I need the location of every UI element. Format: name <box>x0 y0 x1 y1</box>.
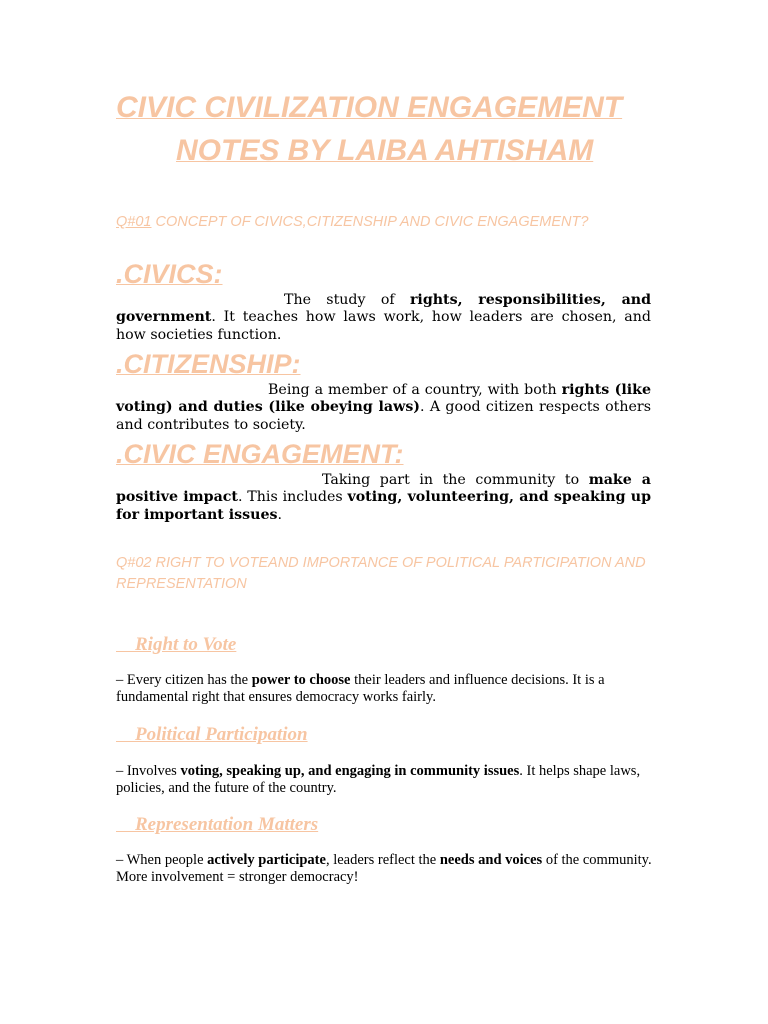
civics-text-1: The study of <box>284 292 410 308</box>
engagement-bold-2: voting, volunteering, and speaking up for important issues <box>116 489 651 523</box>
civics-text-2: . It teaches how laws work, how leaders are chosen, and how societies function. <box>116 309 651 343</box>
question-1-number: Q#01 <box>116 214 152 230</box>
question-1 <box>116 212 652 233</box>
paragraph-civics <box>116 292 651 344</box>
subheading-representation-matters: Representation Matters <box>116 814 319 835</box>
representation-text-2: , leaders reflect the <box>325 852 440 868</box>
heading-citizenship: .CITIZENSHIP: <box>116 349 301 379</box>
engagement-bold-1: make a positive impact <box>116 472 651 506</box>
paragraph-political-participation <box>116 763 656 797</box>
subheading-political-participation: Political Participation <box>116 724 308 745</box>
citizenship-text-2: . A good citizen respects others and contributes to society. <box>116 399 651 433</box>
participation-bold-1: voting, speaking up, and engaging in community issues <box>180 763 520 779</box>
engagement-text-1: Taking part in the community to <box>322 472 589 488</box>
vote-text-2: their leaders and influence decisions. It is a fundamental right that ensures democracy works fairly. <box>116 672 605 705</box>
civics-bold-1: rights, responsibilities, and government <box>116 292 651 326</box>
engagement-text-2: . This includes <box>237 489 348 506</box>
representation-bold-2: needs and voices <box>439 852 543 868</box>
representation-text-1: – When people <box>116 852 208 868</box>
engagement-text-3: . <box>277 506 283 523</box>
document-title-line2: NOTES BY LAIBA AHTISHAM <box>176 134 594 167</box>
heading-civics: .CIVICS: <box>116 259 223 289</box>
participation-text-2: . It helps shape laws, policies, and the future of the country. <box>116 763 641 796</box>
citizenship-bold-1: rights (like voting) and duties (like obeying laws) <box>116 382 651 416</box>
document-title-line1: CIVIC CIVILIZATION ENGAGEMENT <box>116 91 623 124</box>
paragraph-civic-engagement <box>116 472 651 524</box>
paragraph-citizenship <box>116 382 651 434</box>
paragraph-right-to-vote <box>116 672 656 706</box>
question-2: Q#02 RIGHT TO VOTEAND IMPORTANCE OF POLITICAL PARTICIPATION AND REPRESENTATION <box>116 555 646 592</box>
representation-bold-1: actively participate <box>207 852 326 868</box>
subheading-right-to-vote: Right to Vote <box>116 634 237 655</box>
heading-civic-engagement: .CIVIC ENGAGEMENT: <box>116 439 404 469</box>
vote-bold-1: power to choose <box>251 672 351 688</box>
citizenship-text-1: Being a member of a country, with both <box>268 382 562 398</box>
paragraph-representation-matters <box>116 852 656 886</box>
vote-text-1: – Every citizen has the <box>116 672 252 688</box>
representation-text-3: of the community. More involvement = stronger democracy! <box>116 852 652 885</box>
participation-text-1: – Involves <box>116 763 181 779</box>
question-1-text: CONCEPT OF CIVICS,CITIZENSHIP AND CIVIC ENGAGEMENT? <box>151 214 589 230</box>
